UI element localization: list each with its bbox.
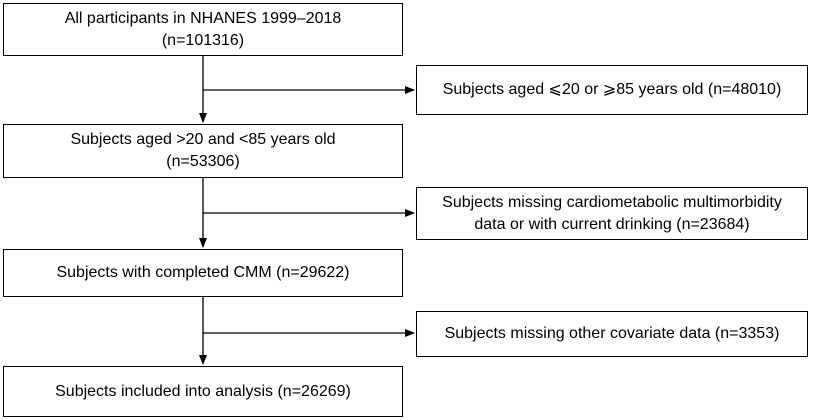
exclusion-box-missing-cmm — [416, 187, 808, 240]
step-box-all-participants — [3, 3, 403, 56]
step-box-text: Subjects included into analysis (n=26269) — [55, 382, 351, 400]
step-box-text: Subjects aged >20 and <85 years old — [70, 131, 336, 148]
exclusion-box-text: Subjects missing cardiometabolic multimorbidity — [442, 193, 782, 211]
exclusion-box-text-line2: data or with current drinking (n=23684) — [474, 215, 750, 233]
step-box-included — [3, 366, 403, 417]
step-box-count: (n=53306) — [166, 153, 240, 170]
step-box-text: Subjects with completed CMM (n=29622) — [56, 264, 350, 281]
step-box-count: (n=101316) — [161, 31, 245, 49]
exclusion-box-missing-covariates — [416, 311, 808, 357]
step-box-age-filtered — [3, 124, 403, 178]
exclusion-box-text: Subjects missing other covariate data (n=3353) — [444, 325, 780, 342]
step-box-completed-cmm — [3, 249, 403, 297]
step-box-text: All participants in NHANES 1999–2018 — [64, 9, 342, 27]
exclusion-box-age — [416, 65, 808, 115]
exclusion-box-text: Subjects aged ⩽20 or ⩾85 years old (n=48010) — [442, 81, 782, 98]
